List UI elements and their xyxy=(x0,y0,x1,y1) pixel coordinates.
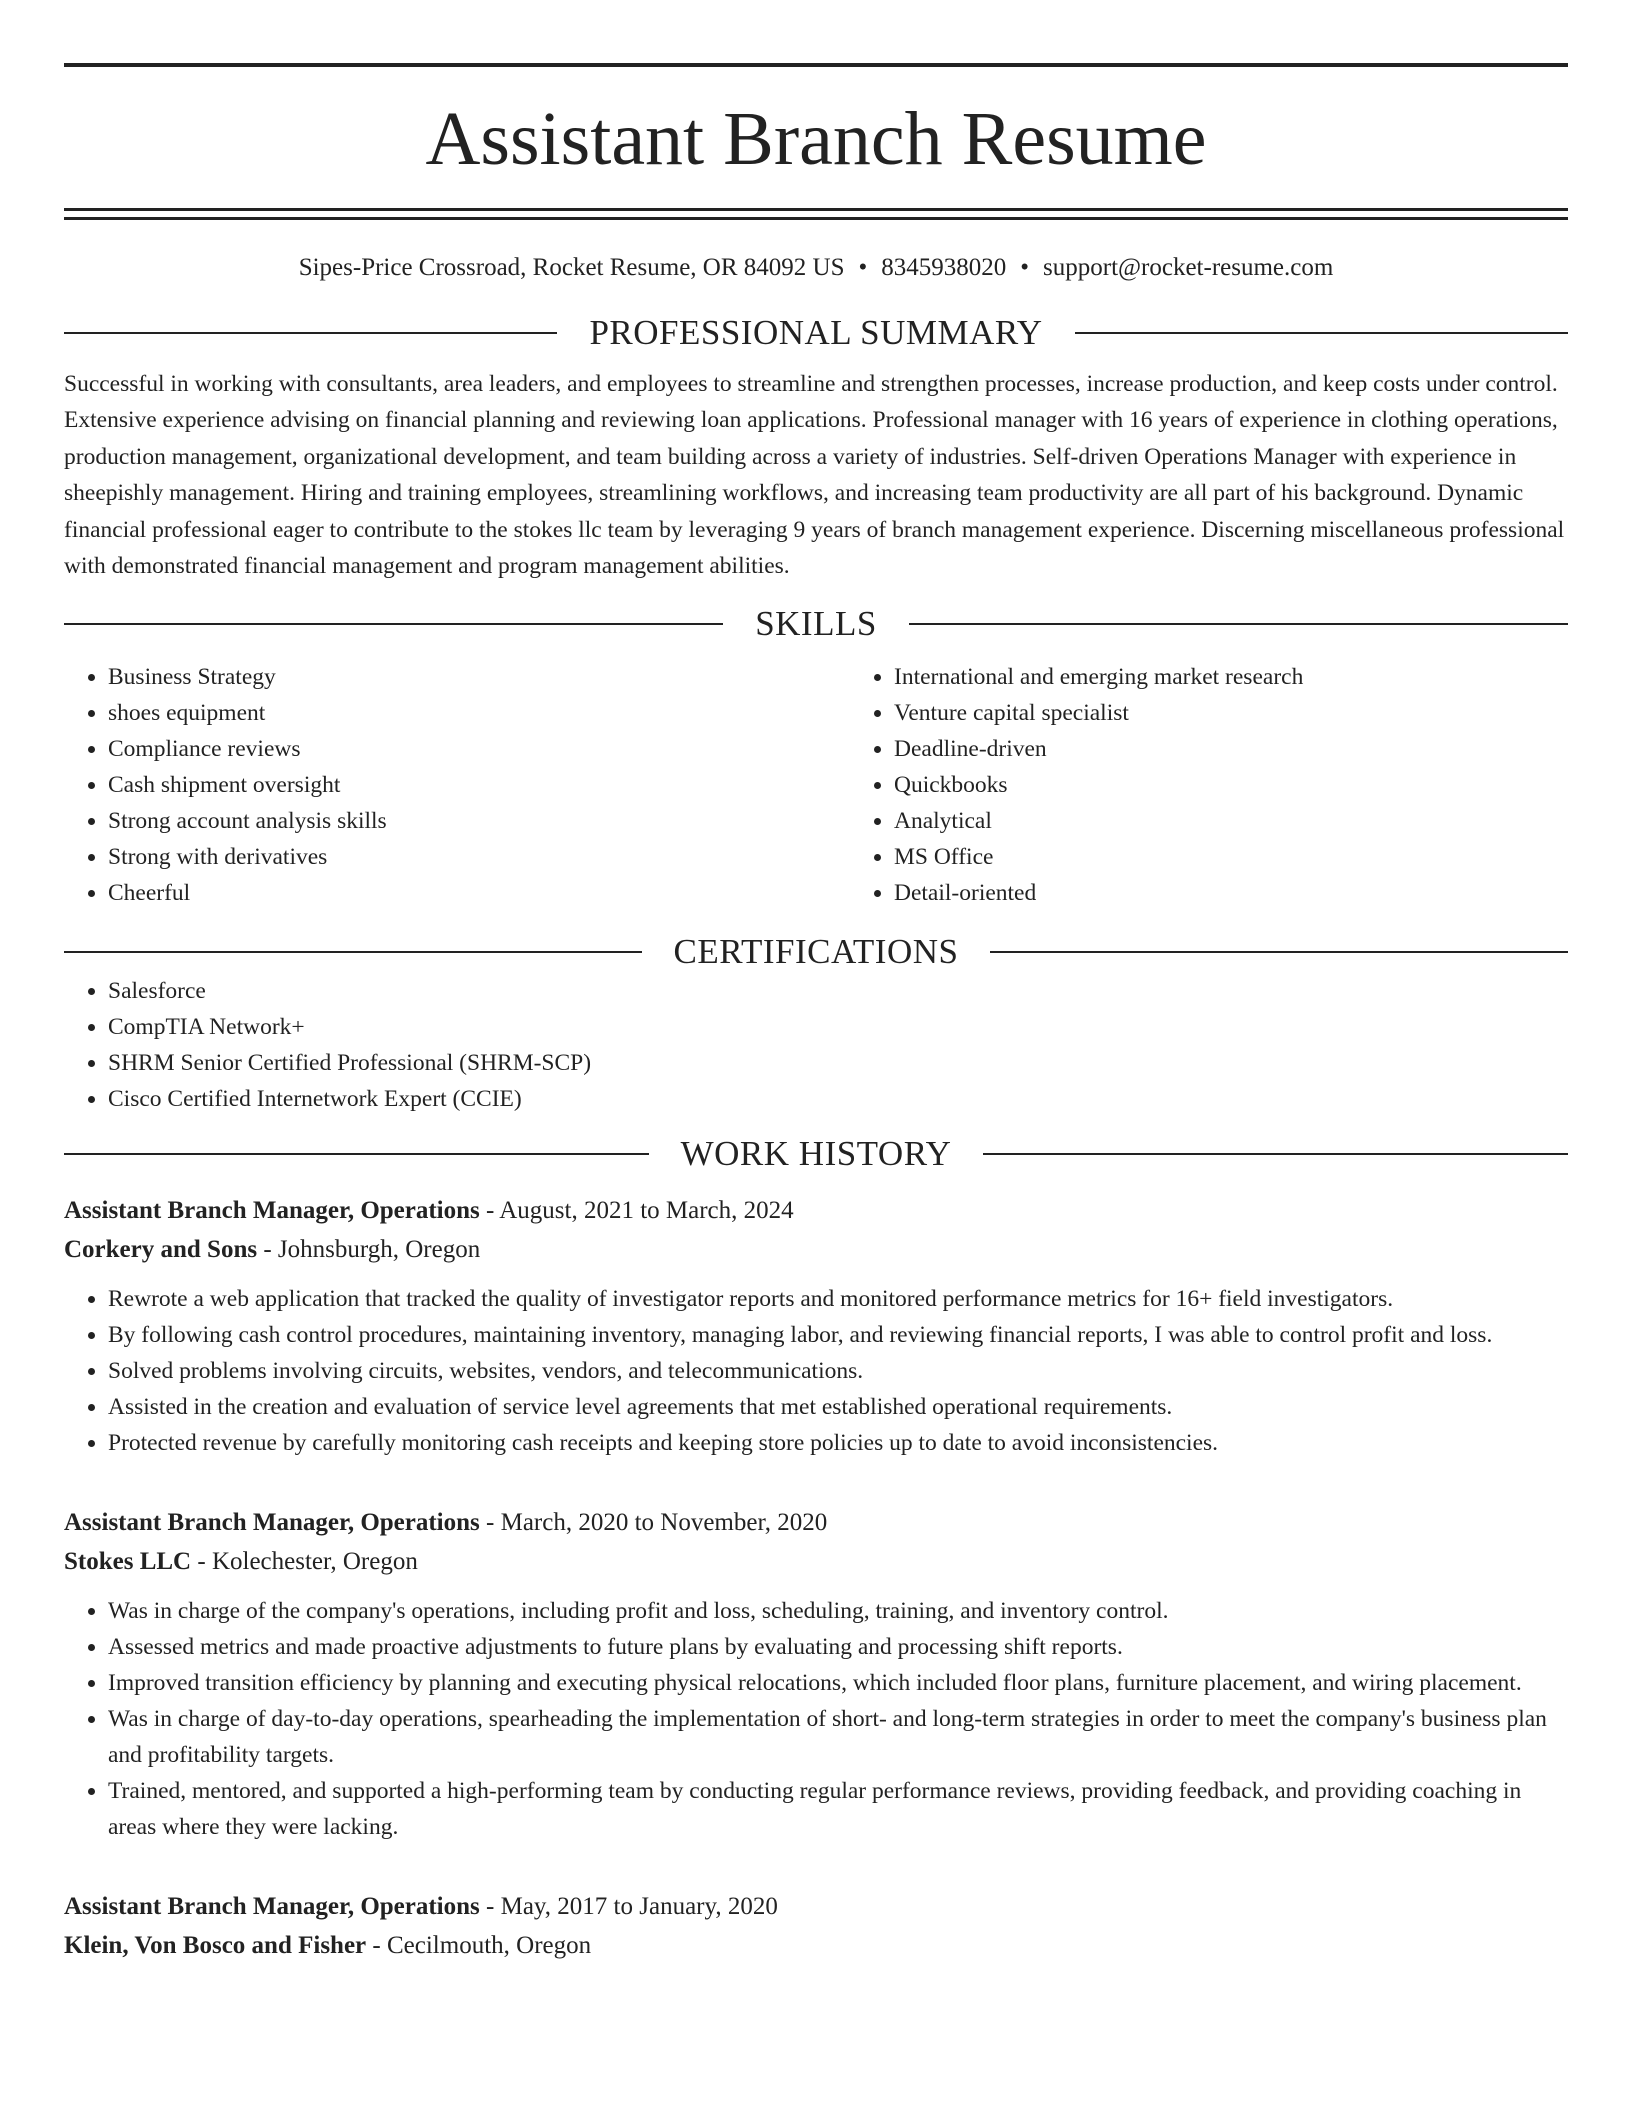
skill-item: • Business Strategy xyxy=(108,659,850,695)
skills-list-left xyxy=(64,659,850,911)
job-location: Johnsburgh, Oregon xyxy=(277,1236,481,1264)
job-company-line xyxy=(64,1230,1568,1269)
resume-title: Assistant Branch Resume xyxy=(425,97,1207,181)
job-dash: - xyxy=(257,1236,278,1264)
job-entry xyxy=(64,1503,1568,1845)
skill-item: • Cash shipment oversight xyxy=(108,767,850,803)
skills-columns xyxy=(64,659,1568,911)
job-company-line xyxy=(64,1542,1568,1581)
job-title-line xyxy=(64,1191,1568,1230)
section-title: SKILLS xyxy=(755,604,877,644)
job-location: Cecilmouth, Oregon xyxy=(386,1932,592,1960)
job-bullet: • Assisted in the creation and evaluation of service level agreements that met established operational requirements. xyxy=(108,1389,1568,1425)
job-dates: August, 2021 to March, 2024 xyxy=(499,1197,794,1225)
heading-rule-right xyxy=(983,1153,1568,1155)
skill-item: • Cheerful xyxy=(108,875,850,911)
summary-heading xyxy=(64,312,1568,354)
certification-item: • SHRM Senior Certified Professional (SHRM-SCP) xyxy=(108,1045,1568,1081)
heading-rule-right xyxy=(990,951,1568,953)
job-title-line xyxy=(64,1887,1568,1926)
job-bullet: • Was in charge of day-to-day operations, spearheading the implementation of short- and long-term strategies in order to meet the company's business plan and profitability targets. xyxy=(108,1701,1568,1773)
skill-item: • shoes equipment xyxy=(108,695,850,731)
section-title: PROFESSIONAL SUMMARY xyxy=(589,313,1043,352)
title-double-rule xyxy=(64,208,1568,220)
skill-item: • Quickbooks xyxy=(894,767,1632,803)
work-history-heading xyxy=(64,1133,1568,1175)
heading-rule-right xyxy=(909,623,1568,625)
skill-item: • Detail-oriented xyxy=(894,875,1632,911)
skills-heading xyxy=(64,603,1568,645)
job-title-line xyxy=(64,1503,1568,1542)
job-dates: March, 2020 to November, 2020 xyxy=(500,1509,828,1537)
job-bullet: • Assessed metrics and made proactive adjustments to future plans by evaluating and processing shift reports. xyxy=(108,1629,1568,1665)
job-title: Assistant Branch Manager, Operations xyxy=(64,1893,480,1921)
job-title: Assistant Branch Manager, Operations xyxy=(64,1509,480,1537)
job-bullet: • Protected revenue by carefully monitoring cash receipts and keeping store policies up to date to avoid inconsistencies. xyxy=(108,1425,1568,1461)
contact-address: Sipes-Price Crossroad, Rocket Resume, OR 84092 US xyxy=(298,254,845,281)
job-entry xyxy=(64,1191,1568,1461)
job-dash: - xyxy=(479,1197,500,1225)
skill-item: • Venture capital specialist xyxy=(894,695,1632,731)
skill-item: • Analytical xyxy=(894,803,1632,839)
skill-item: • Strong with derivatives xyxy=(108,839,850,875)
skill-item: • MS Office xyxy=(894,839,1632,875)
job-bullet: • Rewrote a web application that tracked the quality of investigator reports and monitored performance metrics for 16+ field investigators. xyxy=(108,1281,1568,1317)
certification-item: • Salesforce xyxy=(108,973,1568,1009)
job-dash: - xyxy=(191,1548,212,1576)
certification-item: • Cisco Certified Internetwork Expert (CCIE) xyxy=(108,1081,1568,1117)
resume-content xyxy=(64,0,1568,1965)
certifications-list xyxy=(64,973,1568,1117)
skill-item: • Deadline-driven xyxy=(894,731,1632,767)
heading-rule-left xyxy=(64,332,557,334)
top-rule xyxy=(64,63,1568,67)
job-dash: - xyxy=(479,1509,501,1537)
summary-text: Successful in working with consultants, area leaders, and employees to streamline and strengthen processes, increase production, and keep costs under control. Extensive experience advising on financial planning and reviewing loan applications. Professional manager with 16 years of experience in clothing operations, production management, organizational development, and team building across a variety of industries. Self-driven Operations Manager with experience in sheepishly management. Hiring and training employees, streamlining workflows, and increasing team productivity are all part of his background. Dynamic financial professional eager to contribute to the stokes llc team by leveraging 9 years of branch management experience. Discerning miscellaneous professional with demonstrated financial management and program management abilities. xyxy=(64,371,1565,580)
job-bullet: • Improved transition efficiency by planning and executing physical relocations, which included floor plans, furniture placement, and wiring placement. xyxy=(108,1665,1568,1701)
job-bullet: • Trained, mentored, and supported a high-performing team by conducting regular performance reviews, providing feedback, and providing coaching in areas where they were lacking. xyxy=(108,1773,1568,1845)
job-company: Corkery and Sons xyxy=(64,1236,258,1264)
heading-rule-left xyxy=(64,623,723,625)
certifications-heading xyxy=(64,931,1568,973)
section-title: WORK HISTORY xyxy=(680,1134,952,1174)
job-bullet: • Was in charge of the company's operations, including profit and loss, scheduling, training, and inventory control. xyxy=(108,1593,1568,1629)
contact-separator: • xyxy=(858,254,868,281)
job-location: Kolechester, Oregon xyxy=(211,1548,418,1576)
section-title: CERTIFICATIONS xyxy=(673,932,959,972)
job-company: Klein, Von Bosco and Fisher xyxy=(64,1932,367,1960)
job-bullet: • Solved problems involving circuits, websites, vendors, and telecommunications. xyxy=(108,1353,1568,1389)
heading-rule-right xyxy=(1075,332,1568,334)
job-company: Stokes LLC xyxy=(64,1548,192,1576)
job-bullets xyxy=(64,1593,1568,1845)
contact-line xyxy=(64,253,1568,283)
contact-separator: • xyxy=(1020,254,1030,281)
skill-item: • Compliance reviews xyxy=(108,731,850,767)
heading-rule-left xyxy=(64,951,642,953)
contact-email[interactable]: support@rocket-resume.com xyxy=(1043,254,1334,281)
header xyxy=(64,0,1568,283)
job-dash: - xyxy=(366,1932,387,1960)
skill-item: • Strong account analysis skills xyxy=(108,803,850,839)
job-dash: - xyxy=(479,1893,501,1921)
job-title: Assistant Branch Manager, Operations xyxy=(64,1197,480,1225)
job-dates: May, 2017 to January, 2020 xyxy=(500,1893,778,1921)
contact-phone: 8345938020 xyxy=(881,254,1007,281)
job-bullets xyxy=(64,1281,1568,1461)
certification-item: • CompTIA Network+ xyxy=(108,1009,1568,1045)
skill-item: • International and emerging market research xyxy=(894,659,1632,695)
job-company-line xyxy=(64,1926,1568,1965)
job-entry xyxy=(64,1887,1568,1965)
skills-list-right xyxy=(850,659,1632,911)
job-bullet: • By following cash control procedures, maintaining inventory, managing labor, and reviewing financial reports, I was able to control profit and loss. xyxy=(108,1317,1568,1353)
heading-rule-left xyxy=(64,1153,649,1155)
